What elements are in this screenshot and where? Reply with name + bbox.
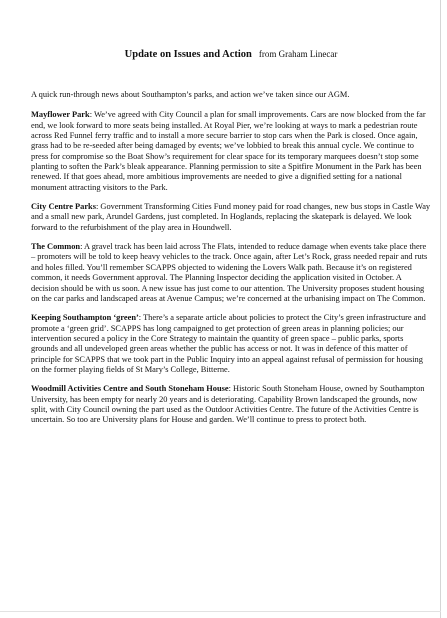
byline-text: from Graham Linecar xyxy=(258,49,338,59)
section-heading: Woodmill Activities Centre and South Stoneham House xyxy=(31,384,229,394)
section-heading: City Centre Parks xyxy=(31,202,96,212)
page-edge-right xyxy=(440,0,441,618)
section-the-common xyxy=(31,242,431,304)
section-keeping-green xyxy=(31,313,431,375)
section-heading: Keeping Southampton ‘green’ xyxy=(31,313,139,323)
page-edge-bottom xyxy=(0,611,441,612)
section-mayflower-park xyxy=(31,110,431,193)
section-body: : We’ve agreed with City Council a plan for small improvements. Cars are now blocked from the far end, we look forward to more seats being installed. At Royal Pier, we’re looking at ways to mark a pedestrian route across Red Funnel ferry traffic and to install a more secure barrier to stop cars when the Park is closed. Once again, grass had to be re-seeded after being damaged by events; we’ve lobbied to break this annual cycle. We continue to press for compromise so the Boat Show’s requirement for clear space for its temporary marquees doesn’t stop some planting to soften the Park’s bleak appearance. Planning permission to site a Spitfire Monument in the Park has been renewed. If that goes ahead, more ambitious improvements are needed to give a dignified setting for a national monument attracting visitors to the Park. xyxy=(31,110,426,192)
intro-paragraph: A quick run-through news about Southampton’s parks, and action we’ve taken since our AGM. xyxy=(31,90,350,99)
section-woodmill xyxy=(31,384,431,425)
section-body: : There’s a separate article about policies to protect the City’s green infrastructure and promote a ‘green grid’. SCAPPS has long campaigned to get protection of green areas in planning policies; our intervention secured a policy in the Core Strategy to maintain the quantity of green space – public parks, sports grounds and all undeveloped green areas whether the public has access or not. It was in defence of this matter of principle for SCAPPS that we took part in the Public Inquiry into an appeal against refusal of permission for housing on the former playing fields of St Mary’s College, Bitterne. xyxy=(31,313,426,374)
section-body: : Government Transforming Cities Fund money paid for road changes, new bus stops in Castle Way and a small new park, Arundel Gardens, just completed. In Hoglands, replacing the skatepark is delayed. We look forward to the refurbishment of the play area in Houndwell. xyxy=(31,202,431,232)
section-heading: The Common xyxy=(31,242,81,252)
section-body: : Historic South Stoneham House, owned by Southampton University, has been empty for nearly 20 years and is deteriorating. Capability Brown landscaped the grounds, now split, with City Council owning the part used as the Outdoor Activities Centre. The future of the Activities Centre is uncertain. So too are University plans for House and garden. We’ll continue to press to protect both. xyxy=(31,384,425,425)
section-body: : A gravel track has been laid across The Flats, intended to reduce damage when events take place there – promoters will be told to keep heavy vehicles to the track. Once again, after Let’s Rock, grass needed repair and ruts and holes filled. You’ll remember SCAPPS objected to widening the Lovers Walk path. Because it’s on registered common, it needs Government approval. The Planning Inspector deciding the application visited in October. A decision should be with us soon. A new issue has just come to our attention. The University proposes student housing on the car parks and landscaped areas at Avenue Campus; we’re concerned at the urbanising impact on The Common. xyxy=(31,242,428,303)
title-text: Update on Issues and Action xyxy=(124,49,252,60)
section-heading: Mayflower Park xyxy=(31,110,90,120)
section-city-centre-parks xyxy=(31,202,431,233)
document-title xyxy=(31,44,431,62)
